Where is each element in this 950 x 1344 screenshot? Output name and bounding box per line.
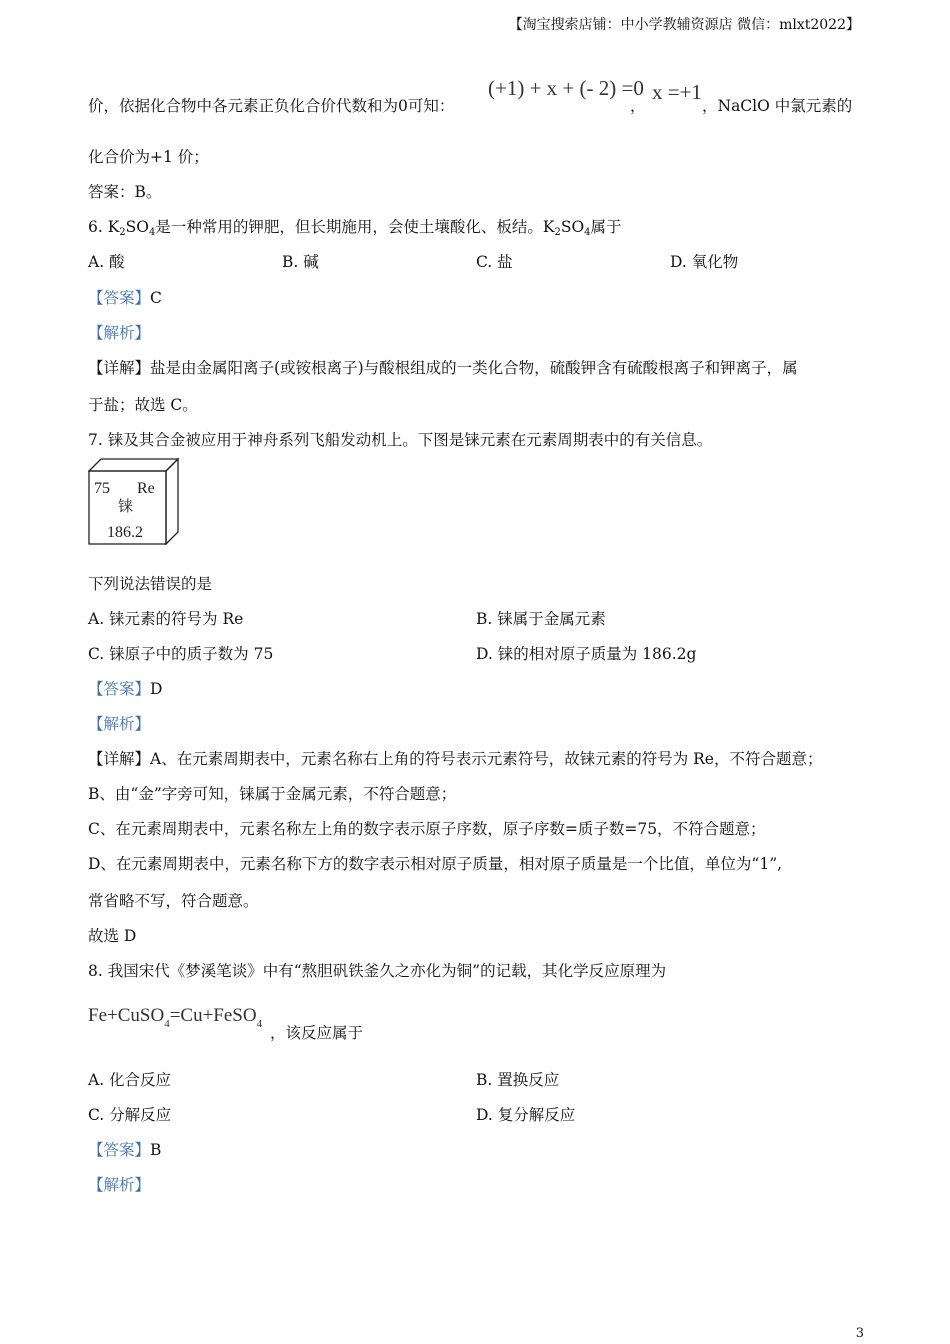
q7-stem: 7. 铼及其合金被应用于神舟系列飞船发动机上。下图是铼元素在元素周期表中的有关信息。: [88, 431, 713, 449]
q8-option-c: C. 分解反应: [88, 1106, 172, 1124]
q8-option-d: D. 复分解反应: [476, 1106, 576, 1124]
equation-valence-sum: (+1) + x + (- 2) =0: [488, 76, 644, 100]
q6-answer: 【答案】C: [88, 289, 162, 307]
q6-option-a: A. 酸: [88, 253, 125, 271]
q8-stem: 8. 我国宋代《梦溪笔谈》中有“熬胆矾铁釜久之亦化为铜”的记载，其化学反应原理为: [88, 962, 667, 980]
q6-detail-line2: 于盐；故选 C。: [88, 396, 198, 414]
equation-x-value: x =+1: [652, 80, 702, 104]
q7-option-a: A. 铼元素的符号为 Re: [88, 610, 244, 628]
element-name: 铼: [118, 499, 134, 515]
element-atomic-mass: 186.2: [107, 524, 143, 541]
q6-option-b: B. 碱: [282, 253, 319, 271]
q7-detail-line3: C、在元素周期表中，元素名称左上角的数字表示原子序数，原子序数=质子数=75，不符合题意；: [88, 820, 766, 838]
intro-answer: 答案：B。: [88, 183, 162, 201]
q7-detail-line5: 常省略不写，符合题意。: [88, 892, 259, 910]
q7-answer: 【答案】D: [88, 680, 163, 698]
intro-line2: 化合价为+1 价；: [88, 148, 209, 166]
element-atomic-number: 75: [94, 480, 110, 497]
q8-analysis-tag: 【解析】: [88, 1176, 151, 1194]
intro-line1-text: 价，依据化合物中各元素正负化合价代数和为0可知：: [88, 97, 455, 115]
q7-detail-line1: 【详解】A、在元素周期表中，元素名称右上角的符号表示元素符号，故铼元素的符号为 Re，不符合题意；: [88, 750, 823, 768]
q6-option-d: D. 氧化物: [670, 253, 739, 271]
q7-option-b: B. 铼属于金属元素: [476, 610, 606, 628]
q8-equation: Fe+CuSO$_4$=Cu+FeSO$_4$: [88, 1005, 263, 1030]
q7-analysis-tag: 【解析】: [88, 715, 151, 733]
intro-line1-end: ，NaClO 中氯元素的: [702, 97, 853, 115]
q7-detail-line6: 故选 D: [88, 927, 137, 945]
page-number: 3: [855, 1326, 864, 1341]
q7-option-d: D. 铼的相对原子质量为 186.2g: [476, 645, 697, 663]
q7-option-c: C. 铼原子中的质子数为 75: [88, 645, 274, 663]
page-header: 【淘宝搜索店铺：中小学教辅资源店 微信：mlxt2022】: [508, 17, 860, 33]
q7-detail-line4: D、在元素周期表中，元素名称下方的数字表示相对原子质量，相对原子质量是一个比值，单位为“1”,: [88, 855, 783, 873]
q6-stem: 6. $K_2SO_4$是一种常用的钾肥，但长期施用，会使土壤酸化、板结。$K_2SO_4$属于: [88, 218, 622, 238]
intro-comma: ，: [630, 97, 646, 115]
q6-detail-line1: 【详解】盐是由金属阳离子(或铵根离子)与酸根组成的一类化合物，硫酸钾含有硫酸根离子和钾离子，属: [88, 359, 798, 377]
q7-prompt: 下列说法错误的是: [88, 575, 213, 593]
q8-option-a: A. 化合反应: [88, 1071, 172, 1089]
q8-stem-end: ，该反应属于: [270, 1024, 364, 1042]
q6-analysis-tag: 【解析】: [88, 324, 151, 342]
q6-option-c: C. 盐: [476, 253, 513, 271]
q8-option-b: B. 置换反应: [476, 1071, 560, 1089]
q8-answer: 【答案】B: [88, 1141, 162, 1159]
element-tile-rhenium: [88, 458, 180, 546]
element-symbol: Re: [137, 480, 155, 497]
q7-detail-line2: B、由“金”字旁可知，铼属于金属元素，不符合题意；: [88, 785, 457, 803]
